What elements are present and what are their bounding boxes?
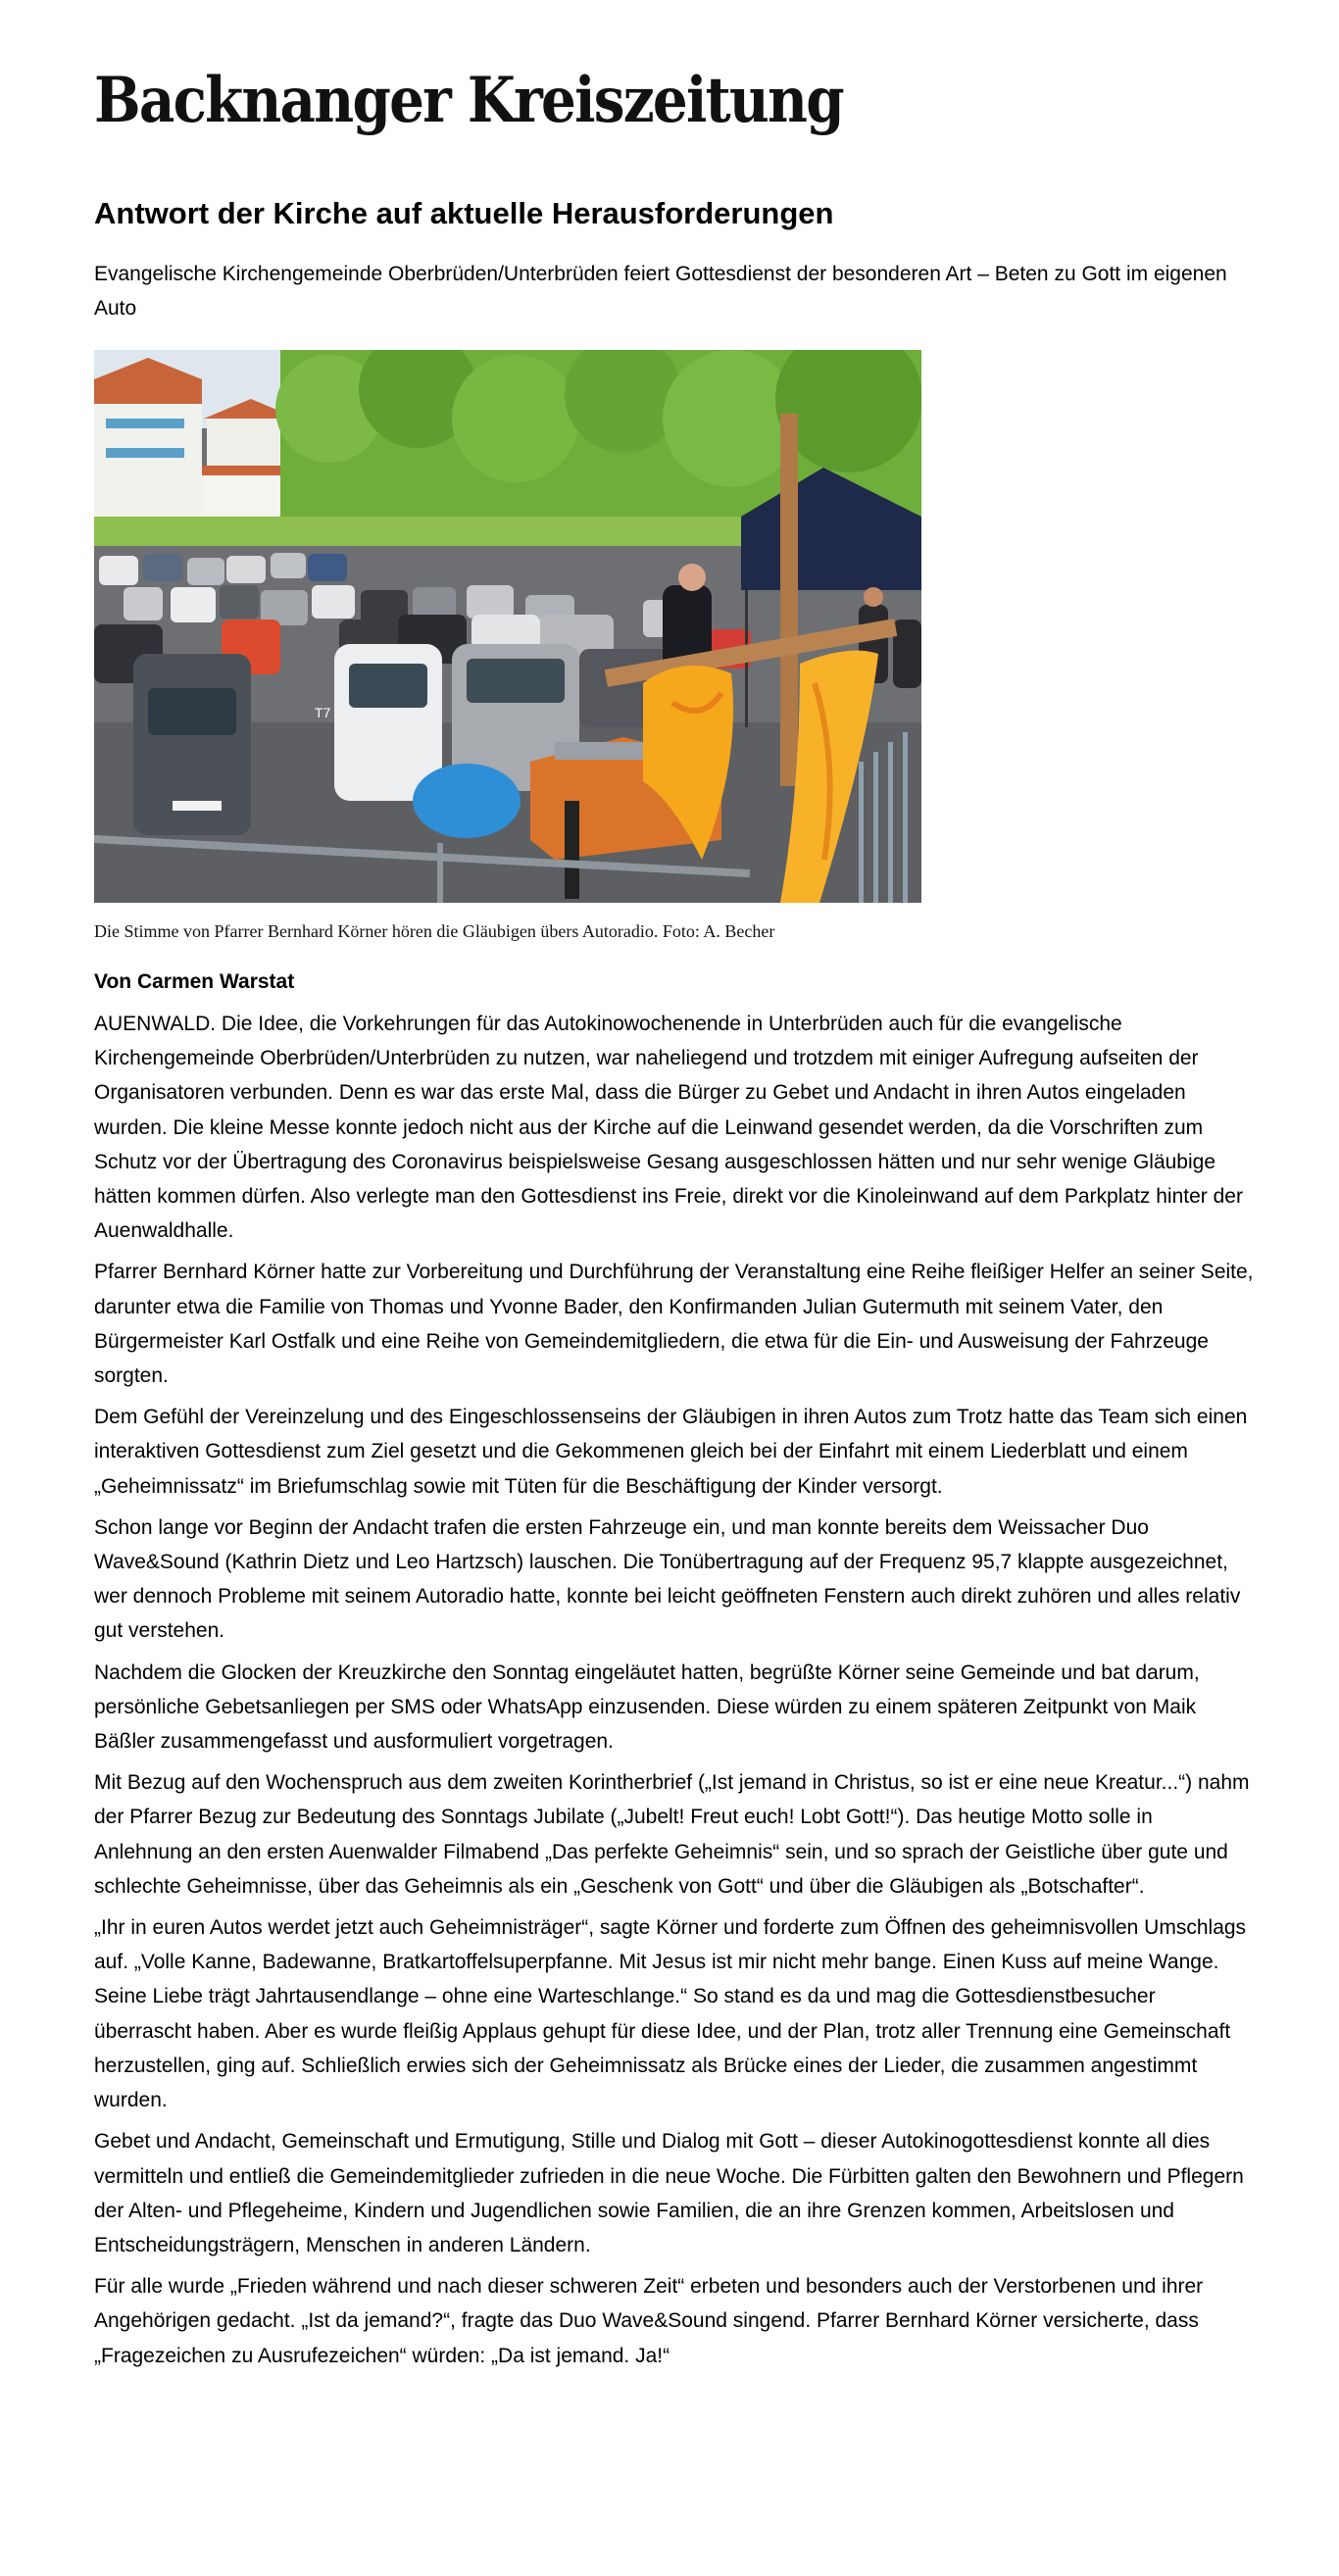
article-byline: Von Carmen Warstat (94, 970, 295, 993)
article-paragraph: „Ihr in euren Autos werdet jetzt auch Geheimnisträger“, sagte Körner und forderte zum Öffnen des geheimnisvollen Umschlags auf. „Volle Kanne, Badewanne, Bratkartoffelsuperpfanne. Mit Jesus ist mir nicht mehr bange. Einen Kuss auf meine Wange. Seine Liebe trägt Jahrtausendlange – ohne eine Warteschlange.“ So stand es da und mag die Gottesdienstbesucher überrascht haben. Aber es wurde fleißig Applaus gehupt für diese Idee, und der Plan, trotz aller Trennung eine Gemeinschaft herzustellen, ging auf. Schließlich erwies sich der Geheimnissatz als Brücke eines der Lieder, die zusammen angestimmt wurden. (94, 1916, 1247, 2112)
masthead-logo (94, 59, 843, 142)
article-subtitle: Evangelische Kirchengemeinde Oberbrüden/Unterbrüden feiert Gottesdienst der besonderen Art – Beten zu Gott im eigenen Auto (94, 263, 1227, 320)
article-body (94, 1007, 1255, 2380)
article-paragraph: Für alle wurde „Frieden während und nach dieser schweren Zeit“ erbeten und besonders auch der Verstorbenen und ihrer Angehörigen gedacht. „Ist da jemand?“, fragte das Duo Wave&Sound singend. Pfarrer Bernhard Körner versicherte, dass „Fragezeichen zu Ausrufezeichen“ würden: „Da ist jemand. Ja!“ (94, 2275, 1204, 2367)
article-paragraph: Pfarrer Bernhard Körner hatte zur Vorbereitung und Durchführung der Veranstaltung eine Reihe fleißiger Helfer an seiner Seite, darunter etwa die Familie von Thomas und Yvonne Bader, den Konfirmanden Julian Gutermuth mit seinem Vater, den Bürgermeister Karl Ostfalk und eine Reihe von Gemeindemitgliedern, die etwa für die Ein- und Ausweisung der Fahrzeuge sorgten. (94, 1261, 1254, 1388)
article-paragraph: AUENWALD. Die Idee, die Vorkehrungen für das Autokinowochenende in Unterbrüden auch für die evangelische Kirchengemeinde Oberbrüden/Unterbrüden zu nutzen, war naheliegend und trotzdem mit einiger Aufregung aufseiten der Organisatoren verbunden. Denn es war das erste Mal, dass die Bürger zu Gebet und Andacht in ihren Autos eingeladen wurden. Die kleine Messe konnte jedoch nicht aus der Kirche auf die Leinwand gesendet werden, da die Vorschriften zum Schutz vor der Übertragung des Coronavirus beispielsweise Gesang ausgeschlossen hätten und nur sehr wenige Gläubige hätten kommen dürfen. Also verlegte man den Gottesdienst ins Freie, direkt vor die Kinoleinwand auf dem Parkplatz hinter der Auenwaldhalle. (94, 1013, 1243, 1243)
drive-in-service-photo (94, 350, 921, 903)
article-headline: Antwort der Kirche auf aktuelle Herausforderungen (94, 196, 834, 230)
article-paragraph: Schon lange vor Beginn der Andacht trafen die ersten Fahrzeuge ein, und man konnte bereits dem Weissacher Duo Wave&Sound (Kathrin Dietz und Leo Hartzsch) lauschen. Die Tonübertragung auf der Frequenz 95,7 klappte ausgezeichnet, wer dennoch Probleme mit seinem Autoradio hatte, konnte bei leicht geöffneten Fenstern auch direkt zuhören und alles relativ gut verstehen. (94, 1515, 1241, 1643)
article-paragraph: Nachdem die Glocken der Kreuzkirche den Sonntag eingeläutet hatten, begrüßte Körner seine Gemeinde und bat darum, persönliche Gebetsanliegen per SMS oder WhatsApp einzusenden. Diese würden zu einem späteren Zeitpunkt von Maik Bäßler zusammengefasst und ausformuliert vorgetragen. (94, 1660, 1200, 1754)
photo-caption: Die Stimme von Pfarrer Bernhard Körner hören die Gläubigen übers Autoradio. Foto: A. Becher (94, 921, 775, 941)
article-paragraph: Gebet und Andacht, Gemeinschaft und Ermutigung, Stille und Dialog mit Gott – dieser Autokinogottesdienst konnte all dies vermitteln und entließ die Gemeindemitglieder zufrieden in die neue Woche. Die Fürbitten galten den Bewohnern und Pflegern der Alten- und Pflegeheime, Kindern und Jugendlichen sowie Familien, die an ihre Grenzen kommen, Arbeitslosen und Entscheidungsträgern, Menschen in anderen Ländern. (94, 2130, 1244, 2256)
svg-text:T7: T7 (315, 705, 331, 720)
article-paragraph: Dem Gefühl der Vereinzelung und des Eingeschlossenseins der Gläubigen in ihren Autos zum Trotz hatte das Team sich einen interaktiven Gottesdienst zum Ziel gesetzt und die Gekommenen gleich bei der Einfahrt mit einem Liederblatt und einem „Geheimnissatz“ im Briefumschlag sowie mit Tüten für die Beschäftigung der Kinder versorgt. (94, 1406, 1248, 1498)
article-paragraph: Mit Bezug auf den Wochenspruch aus dem zweiten Korintherbrief („Ist jemand in Christus, so ist er eine neue Kreatur...“) nahm der Pfarrer Bezug zur Bedeutung des Sonntags Jubilate („Jubelt! Freut euch! Lobt Gott!“). Das heutige Motto solle in Anlehnung an den ersten Auenwalder Filmabend „Das perfekte Geheimnis“ sein, und so sprach der Geistliche über gute und schlechte Geheimnisse, über das Geheimnis als ein „Geschenk von Gott“ und über die Gläubigen als „Botschafter“. (94, 1771, 1250, 1898)
article-photo (94, 350, 921, 903)
masthead-title: Backnanger Kreiszeitung (94, 64, 843, 137)
